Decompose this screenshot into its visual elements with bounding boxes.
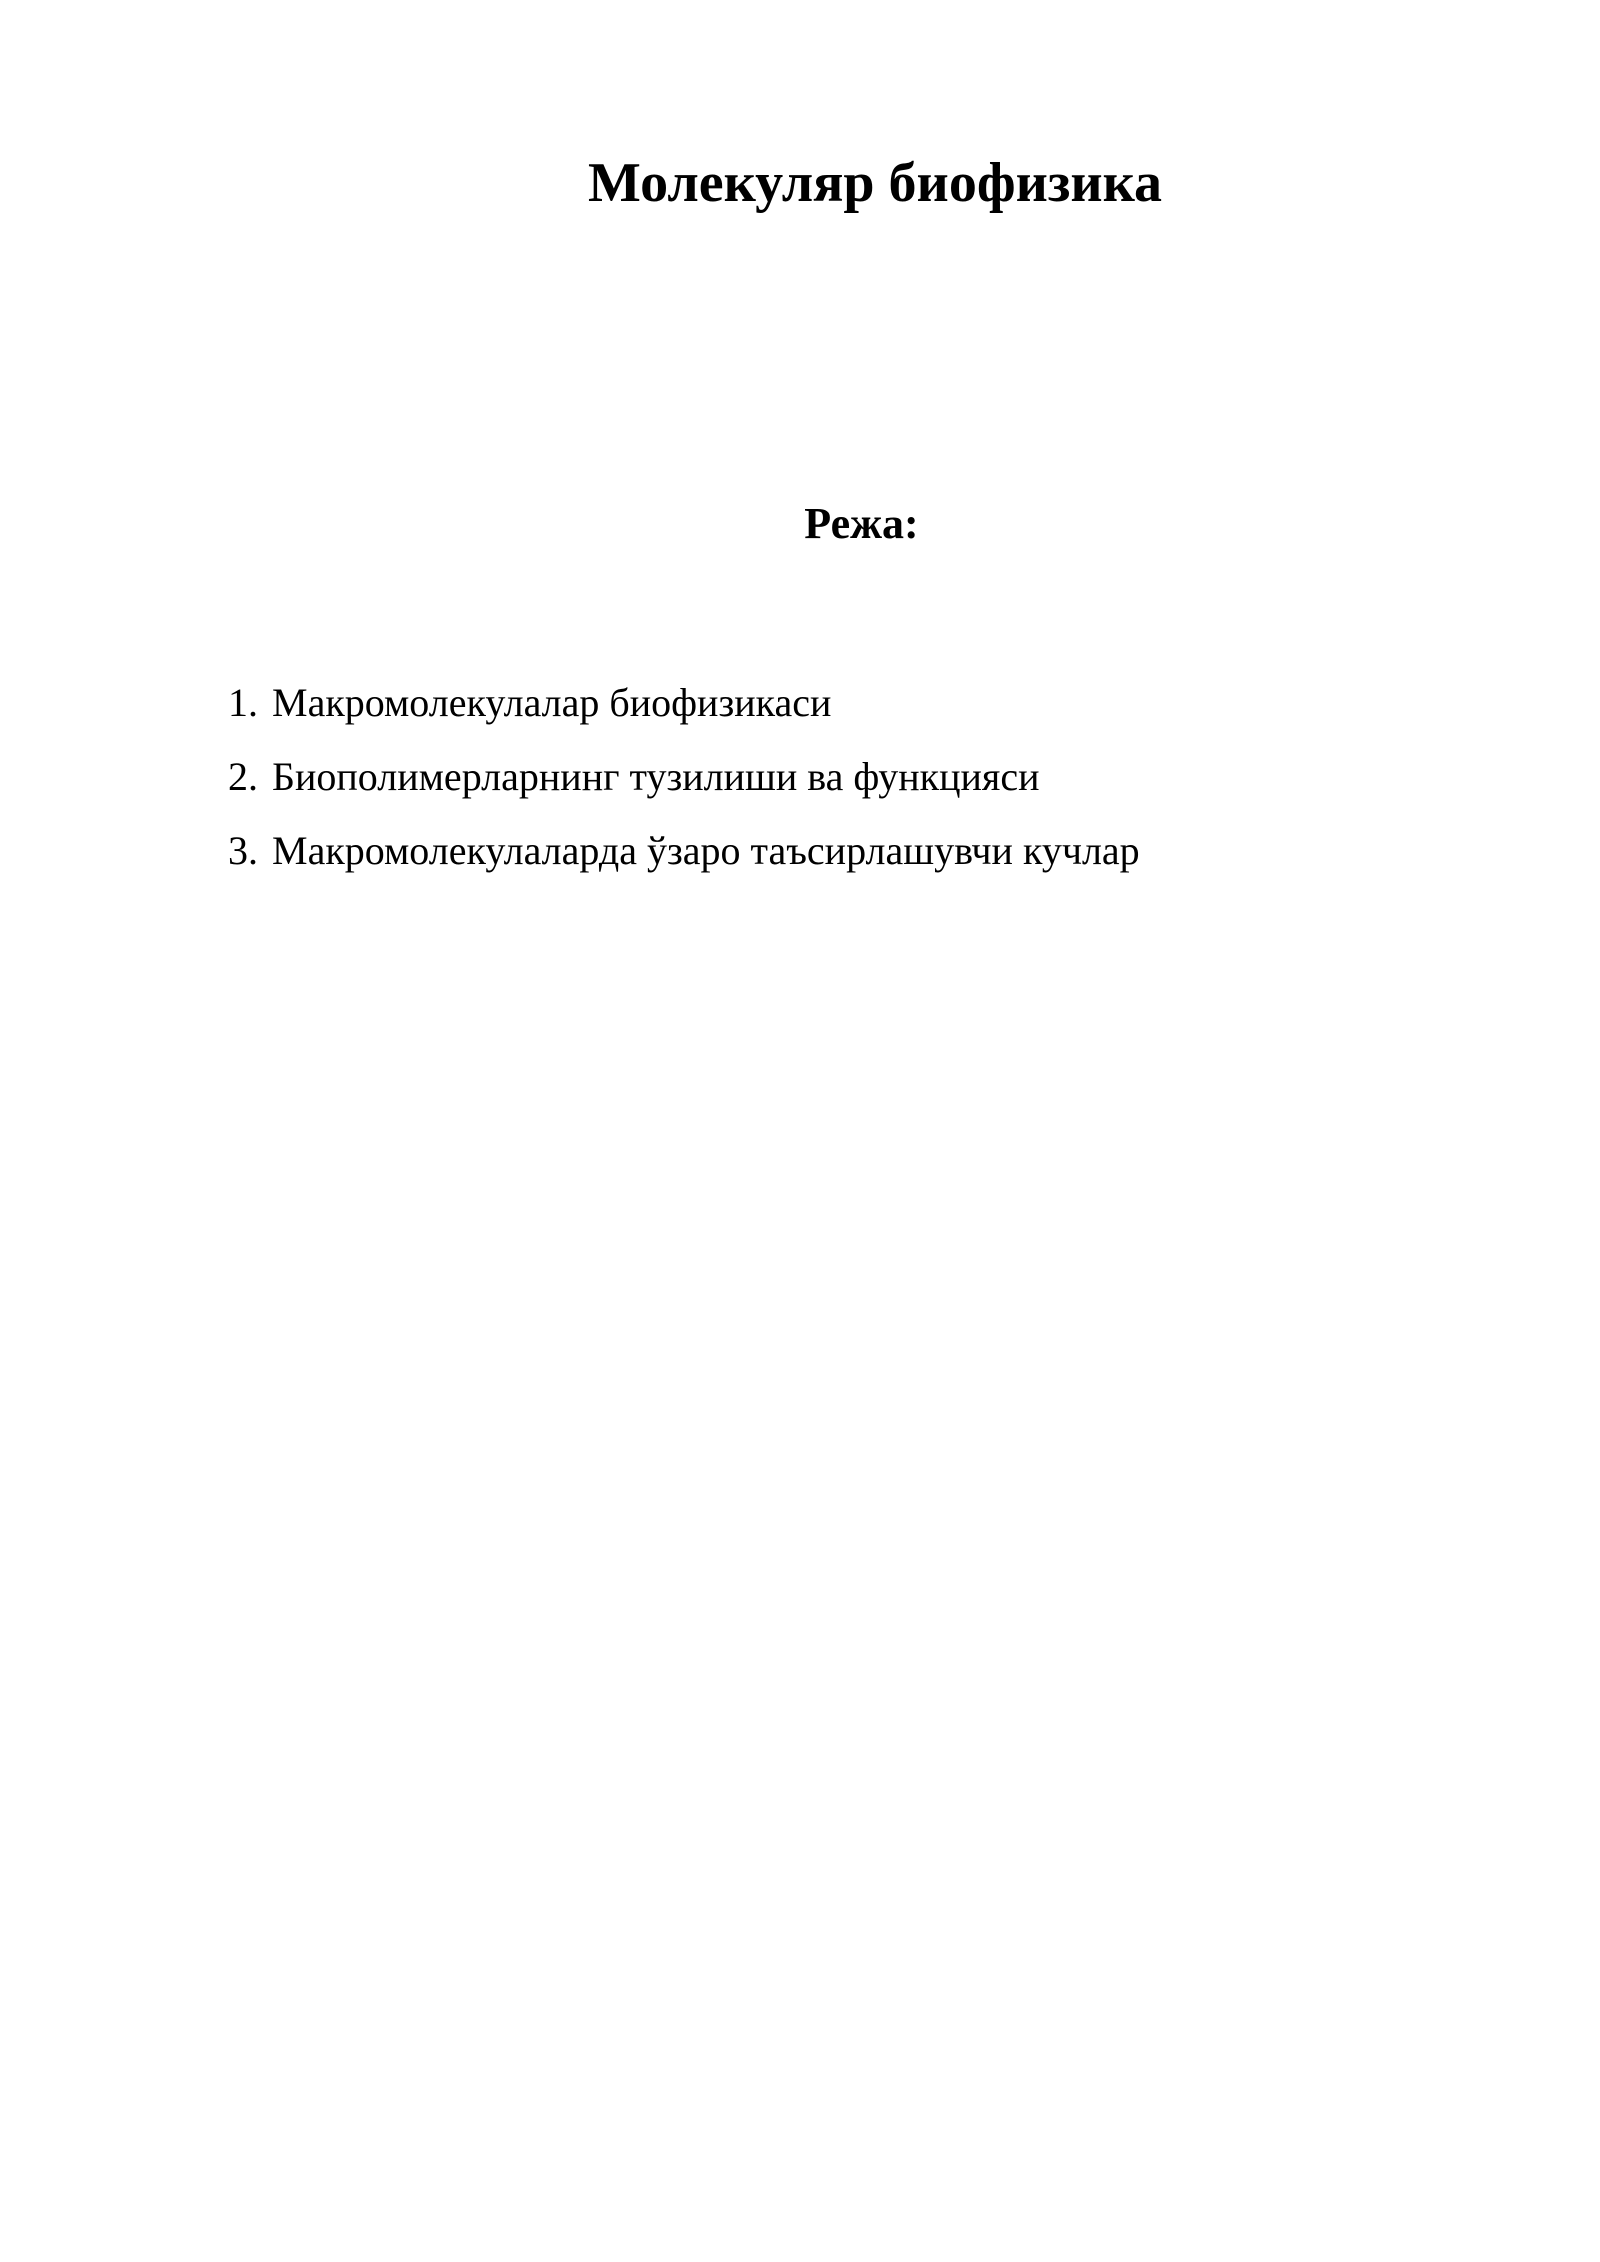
plan-list xyxy=(228,666,1140,888)
plan-item-number: 2. xyxy=(228,754,258,799)
document-title: Молекуляр биофизика xyxy=(587,152,1163,214)
plan-item-1 xyxy=(228,666,1140,740)
plan-item-text: Биополимерларнинг тузилиши ва функцияси xyxy=(272,754,1040,799)
plan-item-text: Макромолекулалар биофизикаси xyxy=(272,680,832,725)
plan-item-number: 3. xyxy=(228,828,258,873)
plan-heading: Режа: xyxy=(804,499,919,548)
plan-item-2 xyxy=(228,740,1140,814)
plan-item-text: Макромолекулаларда ўзаро таъсирлашувчи кучлар xyxy=(272,828,1140,873)
plan-item-number: 1. xyxy=(228,680,258,725)
plan-item-3 xyxy=(228,814,1140,888)
